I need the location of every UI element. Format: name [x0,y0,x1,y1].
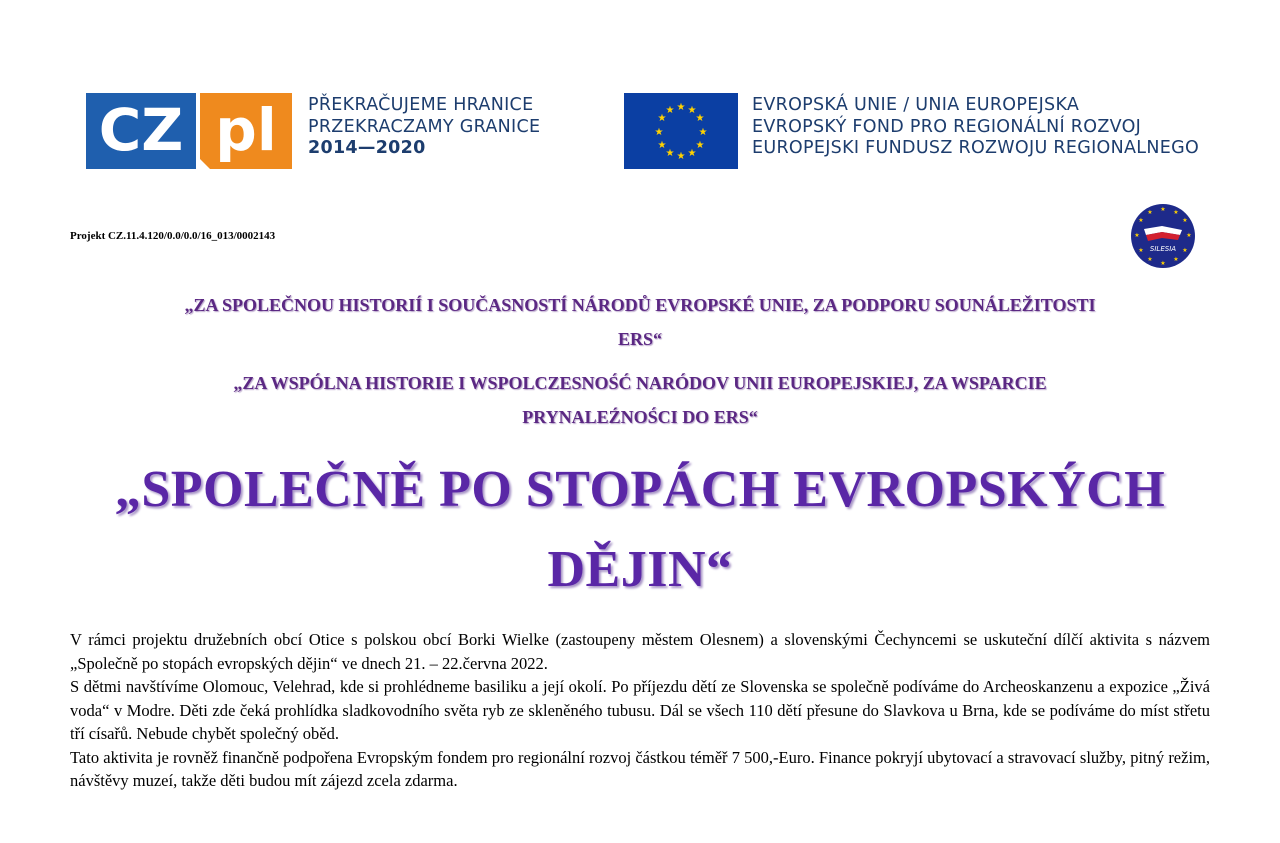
svg-text:★: ★ [657,113,667,124]
main-title-line-2: DĚJIN“ [547,541,733,598]
silesia-logo-icon [1130,203,1196,269]
paragraph-3: Tato aktivita je rovněž finančně podpořena Evropským fondem pro regionální rozvoj částkou téměř 7 500,-Euro. Finance pokryjí ubytovací a stravovací služby, pitný režim, návštěvy muzeí, takže děti budou mít zájezd zcela zdarma. [70,747,1210,790]
svg-text:★: ★ [1138,217,1144,224]
svg-text:★: ★ [687,105,697,116]
czpl-line-years: 2014—2020 [308,138,426,158]
svg-text:★: ★ [665,105,675,116]
czpl-logo-cz: CZ [98,96,184,164]
silesia-logo-text: SILESIA [1149,245,1177,253]
svg-text:★: ★ [654,127,664,138]
svg-text:★: ★ [1138,247,1144,254]
svg-text:★: ★ [1182,247,1188,254]
svg-text:★: ★ [1186,232,1192,239]
eu-flag-icon [624,93,738,169]
eu-line-2: EVROPSKÝ FOND PRO REGIONÁLNÍ ROZVOJ [752,116,1142,137]
main-title-line-1: „SPOLEČNĚ PO STOPÁCH EVROPSKÝCH [114,461,1166,518]
czpl-logo [86,93,292,169]
svg-text:★: ★ [676,151,686,162]
svg-text:★: ★ [695,113,705,124]
svg-text:★: ★ [1147,256,1153,263]
svg-text:★: ★ [1173,256,1179,263]
eu-line-3: EUROPEJSKI FUNDUSZ ROZWOJU REGIONALNEGO [752,138,1200,158]
svg-text:★: ★ [1134,232,1140,239]
pl-subtitle-line-1: „ZA WSPÓLNA HISTORIE I WSPOLCZESNOŚĆ NARÓDOV UNII EUROPEJSKIEJ, ZA WSPARCIE [233,373,1047,393]
svg-text:★: ★ [1160,206,1166,213]
svg-text:★: ★ [1147,209,1153,216]
czpl-line-pl: PRZEKRACZAMY GRANICE [308,116,541,137]
svg-text:★: ★ [1173,209,1179,216]
pl-subtitle-line-2: PRYNALEŹNOŚCI DO ERS“ [522,407,758,427]
project-number: Projekt CZ.11.4.120/0.0/0.0/16_013/0002143 [70,230,276,242]
paragraph-1: V rámci projektu družebních obcí Otice s polskou obcí Borki Wielke (zastoupeny městem Olesnem) a slovenskými Čechyncemi se uskuteční dílčí aktivita s názvem „Společně po stopách evropských dějin“ ve dnech 21. – 22.června 2022. [70,630,1210,673]
eu-line-1: EVROPSKÁ UNIE / UNIA EUROPEJSKA [752,95,1080,115]
svg-text:★: ★ [687,148,697,159]
czpl-logo-pl: pl [215,96,277,164]
svg-text:★: ★ [665,148,675,159]
pl-subtitle [70,366,1210,434]
svg-text:★: ★ [698,127,708,138]
svg-text:★: ★ [1160,260,1166,267]
svg-text:★: ★ [676,102,686,113]
svg-text:★: ★ [1182,217,1188,224]
paragraph-2: S dětmi navštívíme Olomouc, Velehrad, kde si prohlédneme basiliku a její okolí. Po příjezdu dětí ze Slovenska se společně podíváme do Archeoskanzenu a expozice „Živá voda“ v Modre. Děti zde čeká prohlídka sladkovodního světa ryb ze skleněného tubusu. Dál se všech 110 dětí přesune do Slavkova u Brna, kde se podíváme do míst střetu tří císařů. Nebude chybět společný oběd. [70,677,1210,743]
svg-text:★: ★ [695,140,705,151]
main-title [70,450,1210,610]
cz-subtitle-line-2: ERS“ [617,329,662,349]
eu-fund-text [752,95,1199,160]
czpl-line-cz: PŘEKRAČUJEME HRANICE [308,95,534,115]
cz-subtitle [70,288,1210,356]
svg-text:★: ★ [657,140,667,151]
cz-subtitle-line-1: „ZA SPOLEČNOU HISTORIÍ I SOUČASNOSTÍ NÁRODŮ EVROPSKÉ UNIE, ZA PODPORU SOUNÁLEŽITOSTI [184,295,1096,315]
article-body [70,628,1210,793]
czpl-program-text [308,95,540,160]
